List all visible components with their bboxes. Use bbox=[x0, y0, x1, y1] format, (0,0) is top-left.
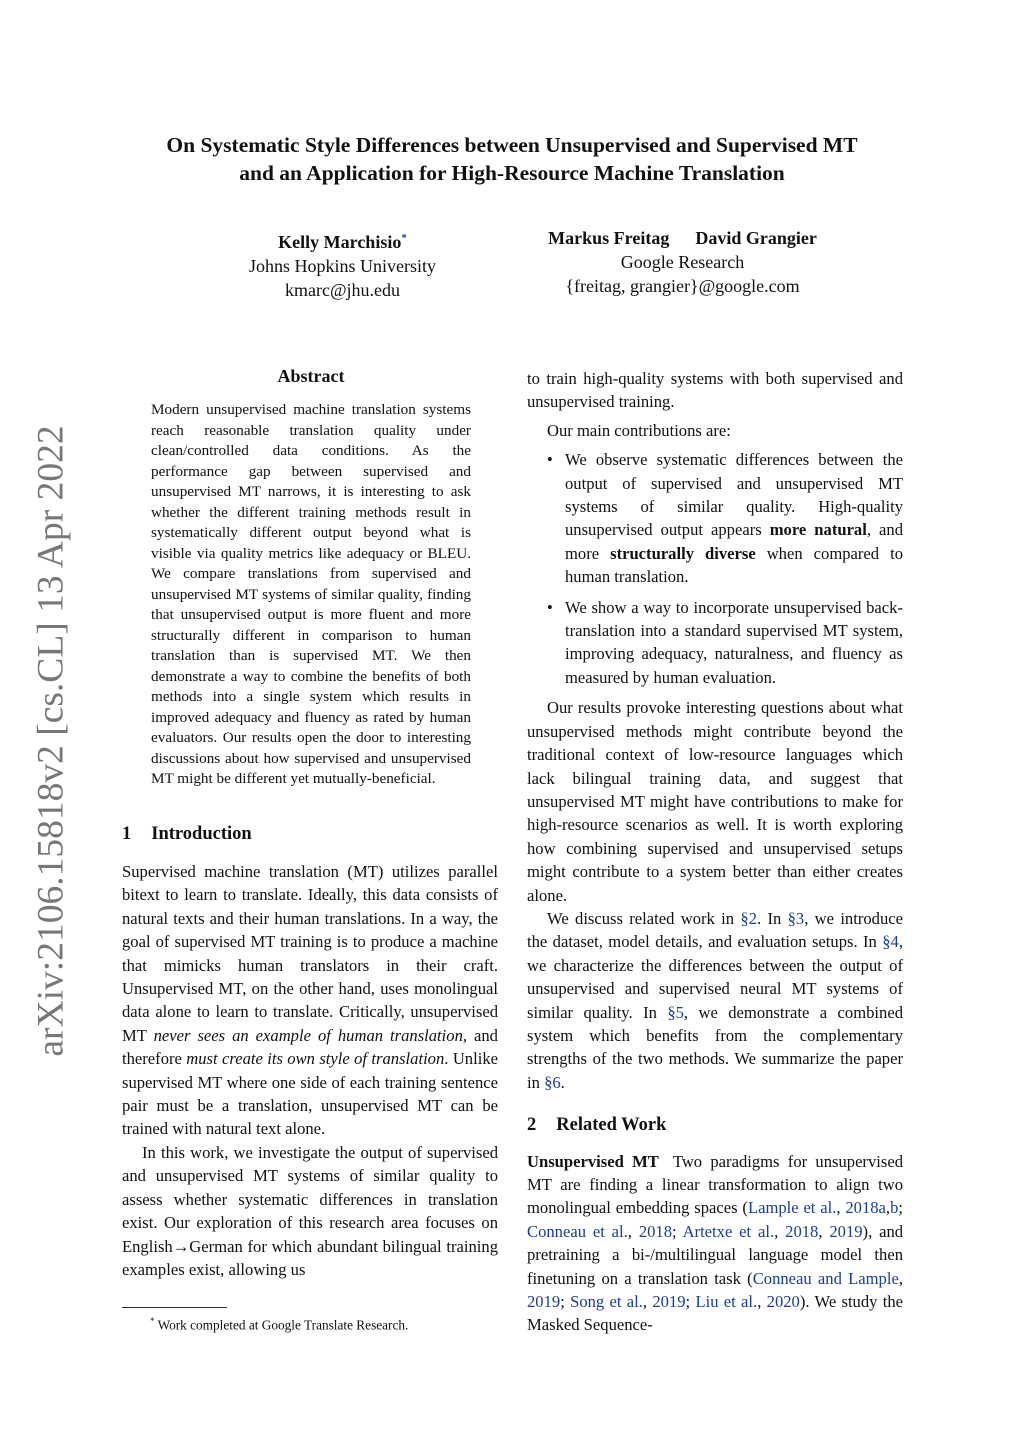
results-paragraph: Our results provoke interesting questions about what unsupervised methods might contribute beyond the traditional context of low-resource languages which lack bilingual training data, and suggest that unsupervised MT might have contributions to make for high-resource scenarios as well. It is worth exploring how combining supervised and unsupervised setups might contribute to a system better than either creates alone. bbox=[527, 698, 903, 905]
footnote-divider bbox=[122, 1307, 227, 1308]
contributions-list bbox=[527, 448, 903, 689]
footnote: * Work completed at Google Translate Research. bbox=[150, 1316, 409, 1333]
citation-link[interactable]: b bbox=[890, 1198, 899, 1218]
citation-link[interactable]: 2018 bbox=[638, 1221, 672, 1241]
right-column-body bbox=[527, 367, 903, 1337]
citation-link[interactable]: 2019 bbox=[829, 1221, 863, 1241]
author-email: {freitag, grangier}@google.com bbox=[565, 276, 800, 296]
abstract-heading: Abstract bbox=[277, 366, 345, 386]
section-link[interactable]: §3 bbox=[787, 908, 805, 928]
arxiv-identifier: arXiv:2106.15818v2 [cs.CL] 13 Apr 2022 bbox=[30, 425, 72, 1057]
abstract-text: Modern unsupervised machine translation systems reach reasonable translation quality under clean/controlled data conditions. As the performance gap between supervised and unsupervised MT narrows, it is interesting to ask whether the different training methods result in systematically different output beyond what is visible via quality metrics like adequacy or BLEU. We compare translations from supervised and unsupervised MT systems of similar quality, finding that unsupervised output is more fluent and more structurally different in comparison to human translation than is supervised MT. We then demonstrate a way to combine the benefits of both methods into a single system which results in improved adequacy and fluency as rated by human evaluators. Our results open the door to interesting discussions about how supervised and unsupervised MT might be different yet mutually-beneficial. bbox=[151, 401, 471, 787]
section-link[interactable]: §6 bbox=[544, 1072, 561, 1092]
left-column-body bbox=[122, 860, 498, 1281]
author-affiliation: Google Research bbox=[620, 252, 745, 272]
author-block-left bbox=[200, 226, 485, 302]
author-affiliation: Johns Hopkins University bbox=[248, 256, 436, 276]
citation-link[interactable]: 2019 bbox=[527, 1292, 561, 1312]
continued-paragraph: to train high-quality systems with both supervised and unsupervised training. bbox=[527, 369, 903, 412]
citation-link[interactable]: 2018a bbox=[845, 1198, 886, 1218]
author-name: Kelly Marchisio* bbox=[278, 232, 407, 252]
title-line-1: On Systematic Style Differences between Unsupervised and Supervised MT bbox=[166, 133, 858, 157]
citation-link[interactable]: 2018 bbox=[785, 1221, 819, 1241]
contributions-intro: Our main contributions are: bbox=[547, 420, 731, 440]
citation-link[interactable]: Conneau et al. bbox=[527, 1221, 628, 1241]
citation-link[interactable]: Artetxe et al. bbox=[682, 1221, 775, 1241]
author-names: Markus Freitag David Grangier bbox=[548, 228, 817, 248]
section-link[interactable]: §2 bbox=[740, 908, 757, 928]
citation-link[interactable]: Song et al. bbox=[570, 1292, 643, 1312]
section-link[interactable]: §4 bbox=[882, 932, 899, 952]
abstract-body bbox=[151, 400, 471, 790]
section-link[interactable]: §5 bbox=[667, 1002, 684, 1022]
paper-title bbox=[110, 131, 914, 187]
citation-link[interactable]: Conneau and Lample bbox=[752, 1268, 899, 1288]
citation-link[interactable]: Liu et al. bbox=[695, 1292, 758, 1312]
intro-paragraph-2: In this work, we investigate the output of supervised and unsupervised MT systems of similar quality to assess whether systematic differences in translation exist. Our exploration of this research area focuses on English→German for which abundant bilingual training examples exist, allowing us bbox=[122, 1142, 498, 1279]
section-heading-related-work: 2 Related Work bbox=[527, 1115, 667, 1136]
citation-link[interactable]: 2020 bbox=[766, 1292, 800, 1312]
title-line-2: and an Application for High-Resource Machine Translation bbox=[239, 161, 785, 185]
unsupervised-mt-paragraph: Unsupervised MT Two paradigms for unsupervised MT are finding a linear transformation to align two monolingual embedding spaces (Lample et al., 2018a,b; Conneau et al., 2018; Artetxe et al., 2018, 2019), and pretraining a bi-/multilingual language model then finetuning on a translation task (Conneau and Lample, 2019; Song et al., 2019; Liu et al., 2020). We study the Masked Sequence- bbox=[527, 1151, 904, 1335]
section-heading-introduction: 1 Introduction bbox=[122, 824, 252, 844]
list-item: • We show a way to incorporate unsupervised back-translation into a standard supervised MT system, improving adequacy, naturalness, and fluency as measured by human evaluation. bbox=[527, 596, 903, 690]
overview-paragraph: We discuss related work in §2. In §3, we introduce the dataset, model details, and evaluation setups. In §4, we characterize the differences between the output of unsupervised and supervised neural MT systems of similar quality. In §5, we demonstrate a combined system which benefits from the complementary strengths of the two methods. We summarize the paper in §6. bbox=[527, 908, 903, 1092]
author-email: kmarc@jhu.edu bbox=[284, 280, 401, 300]
list-item: • We observe systematic differences between the output of supervised and unsupervised MT systems of similar quality. High-quality unsupervised output appears more natural, and more structurally diverse when compared to human translation. bbox=[527, 448, 903, 588]
intro-paragraph-1: Supervised machine translation (MT) utilizes parallel bitext to learn to translate. Ideally, this data consists of natural texts and their human translations. In a way, the goal of supervised MT training is to produce a machine that mimicks human translators in their craft. Unsupervised MT, on the other hand, uses monolingual data alone to learn to translate. Critically, unsupervised MT never sees an example of human translation, and therefore must create its own style of translation. Unlike supervised MT where one side of each training sentence pair must be a translation, unsupervised MT can be trained with natural text alone. bbox=[122, 862, 498, 1139]
author-block-right bbox=[510, 226, 855, 298]
citation-link[interactable]: Lample et al. bbox=[747, 1198, 837, 1218]
footnote-mark[interactable]: * bbox=[401, 232, 407, 244]
citation-link[interactable]: 2019 bbox=[652, 1292, 686, 1312]
